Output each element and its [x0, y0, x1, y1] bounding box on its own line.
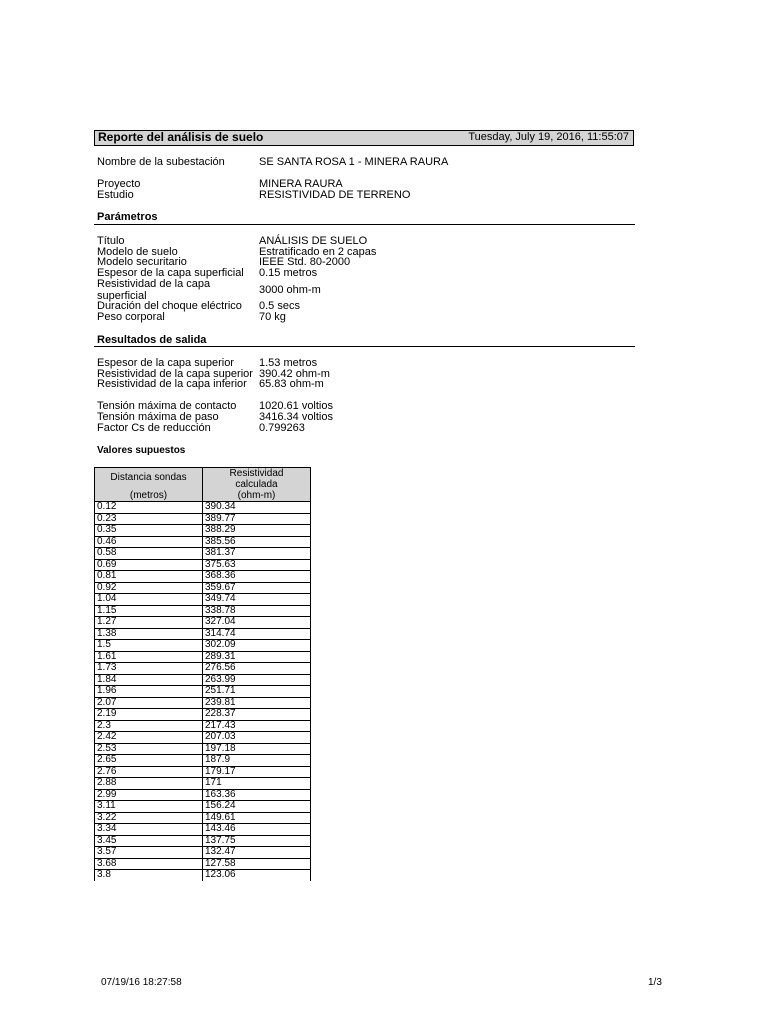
- param-label: superficial: [97, 290, 147, 302]
- table-row: [95, 858, 311, 870]
- distance-cell: 3.45: [95, 835, 203, 847]
- distance-cell: 1.04: [95, 594, 203, 606]
- distance-cell: 2.76: [95, 766, 203, 778]
- resistivity-cell: 228.37: [203, 709, 311, 721]
- distance-cell: 3.11: [95, 801, 203, 813]
- resistivity-cell: 389.77: [203, 513, 311, 525]
- table-row: [95, 525, 311, 537]
- table-row: [95, 732, 311, 744]
- table-row: [95, 651, 311, 663]
- resistivity-cell: 187.9: [203, 755, 311, 767]
- distance-cell: 2.42: [95, 732, 203, 744]
- distance-cell: 3.68: [95, 858, 203, 870]
- table-header-row: [95, 468, 311, 502]
- result-value: 390.42 ohm-m: [259, 368, 330, 380]
- distance-cell: 0.46: [95, 536, 203, 548]
- table-row: [95, 628, 311, 640]
- resistivity-cell: 207.03: [203, 732, 311, 744]
- report-datetime: Tuesday, July 19, 2016, 11:55:07: [468, 131, 629, 143]
- resistivity-cell: 385.56: [203, 536, 311, 548]
- distance-cell: 0.58: [95, 548, 203, 560]
- table-row: [95, 617, 311, 629]
- resistivity-cell: 302.09: [203, 640, 311, 652]
- column-header-resistivity: [203, 468, 311, 502]
- param-label: Duración del choque eléctrico: [97, 300, 242, 312]
- resistivity-cell: 239.81: [203, 697, 311, 709]
- table-row: [95, 571, 311, 583]
- table-row: [95, 605, 311, 617]
- table-row: [95, 536, 311, 548]
- section-divider: [94, 224, 635, 225]
- table-row: [95, 594, 311, 606]
- resistivity-cell: 127.58: [203, 858, 311, 870]
- column-header-line: Resistividad: [229, 468, 284, 479]
- table-row: [95, 847, 311, 859]
- result-label: Tensión máxima de paso: [97, 411, 219, 423]
- distance-cell: 0.92: [95, 582, 203, 594]
- param-value: 70 kg: [259, 311, 286, 323]
- footer-timestamp: 07/19/16 18:27:58: [101, 977, 182, 988]
- result-value: 1020.61 voltios: [259, 400, 333, 412]
- resistivity-cell: 156.24: [203, 801, 311, 813]
- distance-cell: 1.27: [95, 617, 203, 629]
- result-value: 65.83 ohm-m: [259, 378, 324, 390]
- resistivity-cell: 197.18: [203, 743, 311, 755]
- distance-cell: 2.88: [95, 778, 203, 790]
- info-label: Proyecto: [97, 178, 141, 190]
- result-label: Tensión máxima de contacto: [97, 400, 237, 412]
- info-value: MINERA RAURA: [259, 178, 343, 190]
- distance-cell: 2.99: [95, 789, 203, 801]
- resistivity-cell: 123.06: [203, 870, 311, 881]
- param-label: Modelo de suelo: [97, 246, 178, 258]
- section-heading-parametros: Parámetros: [97, 211, 158, 223]
- result-value: 1.53 metros: [259, 357, 318, 369]
- param-value: 3000 ohm-m: [259, 284, 321, 296]
- distance-cell: 3.8: [95, 870, 203, 881]
- resistivity-cell: 149.61: [203, 812, 311, 824]
- param-value: Estratificado en 2 capas: [259, 246, 377, 258]
- resistivity-cell: 163.36: [203, 789, 311, 801]
- table-row: [95, 835, 311, 847]
- table-row: [95, 778, 311, 790]
- distance-cell: 3.22: [95, 812, 203, 824]
- table-row: [95, 513, 311, 525]
- report-title-bar: [94, 130, 634, 146]
- result-label: Resistividad de la capa superior: [97, 368, 253, 380]
- distance-cell: 0.23: [95, 513, 203, 525]
- param-label: Modelo securitario: [97, 256, 187, 268]
- resistivity-cell: 327.04: [203, 617, 311, 629]
- column-header-line: (metros): [129, 490, 168, 501]
- table-row: [95, 743, 311, 755]
- resistivity-cell: 368.36: [203, 571, 311, 583]
- column-header-line: calculada: [235, 479, 278, 490]
- resistivity-cell: 390.34: [203, 502, 311, 514]
- resistivity-cell: 217.43: [203, 720, 311, 732]
- info-value: RESISTIVIDAD DE TERRENO: [259, 189, 411, 201]
- table-row: [95, 766, 311, 778]
- distance-cell: 2.65: [95, 755, 203, 767]
- distance-cell: 0.35: [95, 525, 203, 537]
- distance-cell: 1.15: [95, 605, 203, 617]
- resistivity-cell: 171: [203, 778, 311, 790]
- param-value: 0.5 secs: [259, 300, 300, 312]
- column-header-distance: [95, 468, 203, 502]
- resistivity-cell: 388.29: [203, 525, 311, 537]
- section-divider: [94, 346, 635, 347]
- table-row: [95, 663, 311, 675]
- distance-cell: 1.61: [95, 651, 203, 663]
- distance-cell: 0.12: [95, 502, 203, 514]
- table-row: [95, 686, 311, 698]
- table-row: [95, 870, 311, 881]
- distance-cell: 3.34: [95, 824, 203, 836]
- info-label: Nombre de la subestación: [97, 156, 225, 168]
- result-value: 3416.34 voltios: [259, 411, 333, 423]
- table-row: [95, 559, 311, 571]
- distance-cell: 1.84: [95, 674, 203, 686]
- table-row: [95, 824, 311, 836]
- resistivity-cell: 381.37: [203, 548, 311, 560]
- param-label: Espesor de la capa superficial: [97, 267, 244, 279]
- distance-cell: 1.5: [95, 640, 203, 652]
- footer-page-number: 1/3: [648, 977, 662, 988]
- table-row: [95, 697, 311, 709]
- resistivity-cell: 375.63: [203, 559, 311, 571]
- table-row: [95, 720, 311, 732]
- table-row: [95, 582, 311, 594]
- table-row: [95, 812, 311, 824]
- resistivity-cell: 263.99: [203, 674, 311, 686]
- result-label: Factor Cs de reducción: [97, 422, 211, 434]
- resistivity-cell: 276.56: [203, 663, 311, 675]
- table-row: [95, 789, 311, 801]
- result-label: Espesor de la capa superior: [97, 357, 234, 369]
- distance-cell: 2.07: [95, 697, 203, 709]
- resistivity-cell: 179.17: [203, 766, 311, 778]
- param-value: IEEE Std. 80-2000: [259, 256, 351, 268]
- table-row: [95, 502, 311, 514]
- info-label: Estudio: [97, 189, 134, 201]
- report-title: Reporte del análisis de suelo: [98, 130, 264, 144]
- param-value: 0.15 metros: [259, 267, 318, 279]
- distance-cell: 1.73: [95, 663, 203, 675]
- column-header-line: (ohm-m): [237, 490, 276, 501]
- section-heading-resultados: Resultados de salida: [97, 334, 207, 346]
- distance-cell: 1.38: [95, 628, 203, 640]
- resistivity-cell: 338.78: [203, 605, 311, 617]
- result-value: 0.799263: [259, 422, 305, 434]
- resistivity-cell: 349.74: [203, 594, 311, 606]
- param-label: Peso corporal: [97, 311, 165, 323]
- resistivity-cell: 251.71: [203, 686, 311, 698]
- resistivity-cell: 143.46: [203, 824, 311, 836]
- table-body: [95, 502, 311, 881]
- resistivity-cell: 132.47: [203, 847, 311, 859]
- distance-cell: 2.3: [95, 720, 203, 732]
- distance-cell: 2.53: [95, 743, 203, 755]
- assumed-values-table: [94, 467, 311, 881]
- table-row: [95, 755, 311, 767]
- column-header-line: Distancia sondas: [110, 472, 187, 483]
- resistivity-cell: 359.67: [203, 582, 311, 594]
- table-row: [95, 640, 311, 652]
- resistivity-cell: 137.75: [203, 835, 311, 847]
- distance-cell: 3.57: [95, 847, 203, 859]
- param-label: Título: [97, 235, 125, 247]
- table-row: [95, 801, 311, 813]
- distance-cell: 1.96: [95, 686, 203, 698]
- result-label: Resistividad de la capa inferior: [97, 378, 247, 390]
- resistivity-cell: 289.31: [203, 651, 311, 663]
- resistivity-cell: 314.74: [203, 628, 311, 640]
- param-value: ANÁLISIS DE SUELO: [259, 235, 368, 247]
- table-row: [95, 548, 311, 560]
- param-label: Resistividad de la capa: [97, 278, 211, 290]
- distance-cell: 0.69: [95, 559, 203, 571]
- distance-cell: 2.19: [95, 709, 203, 721]
- distance-cell: 0.81: [95, 571, 203, 583]
- table-row: [95, 709, 311, 721]
- info-value: SE SANTA ROSA 1 - MINERA RAURA: [259, 156, 449, 168]
- section-heading-valores: Valores supuestos: [97, 445, 186, 456]
- table-row: [95, 674, 311, 686]
